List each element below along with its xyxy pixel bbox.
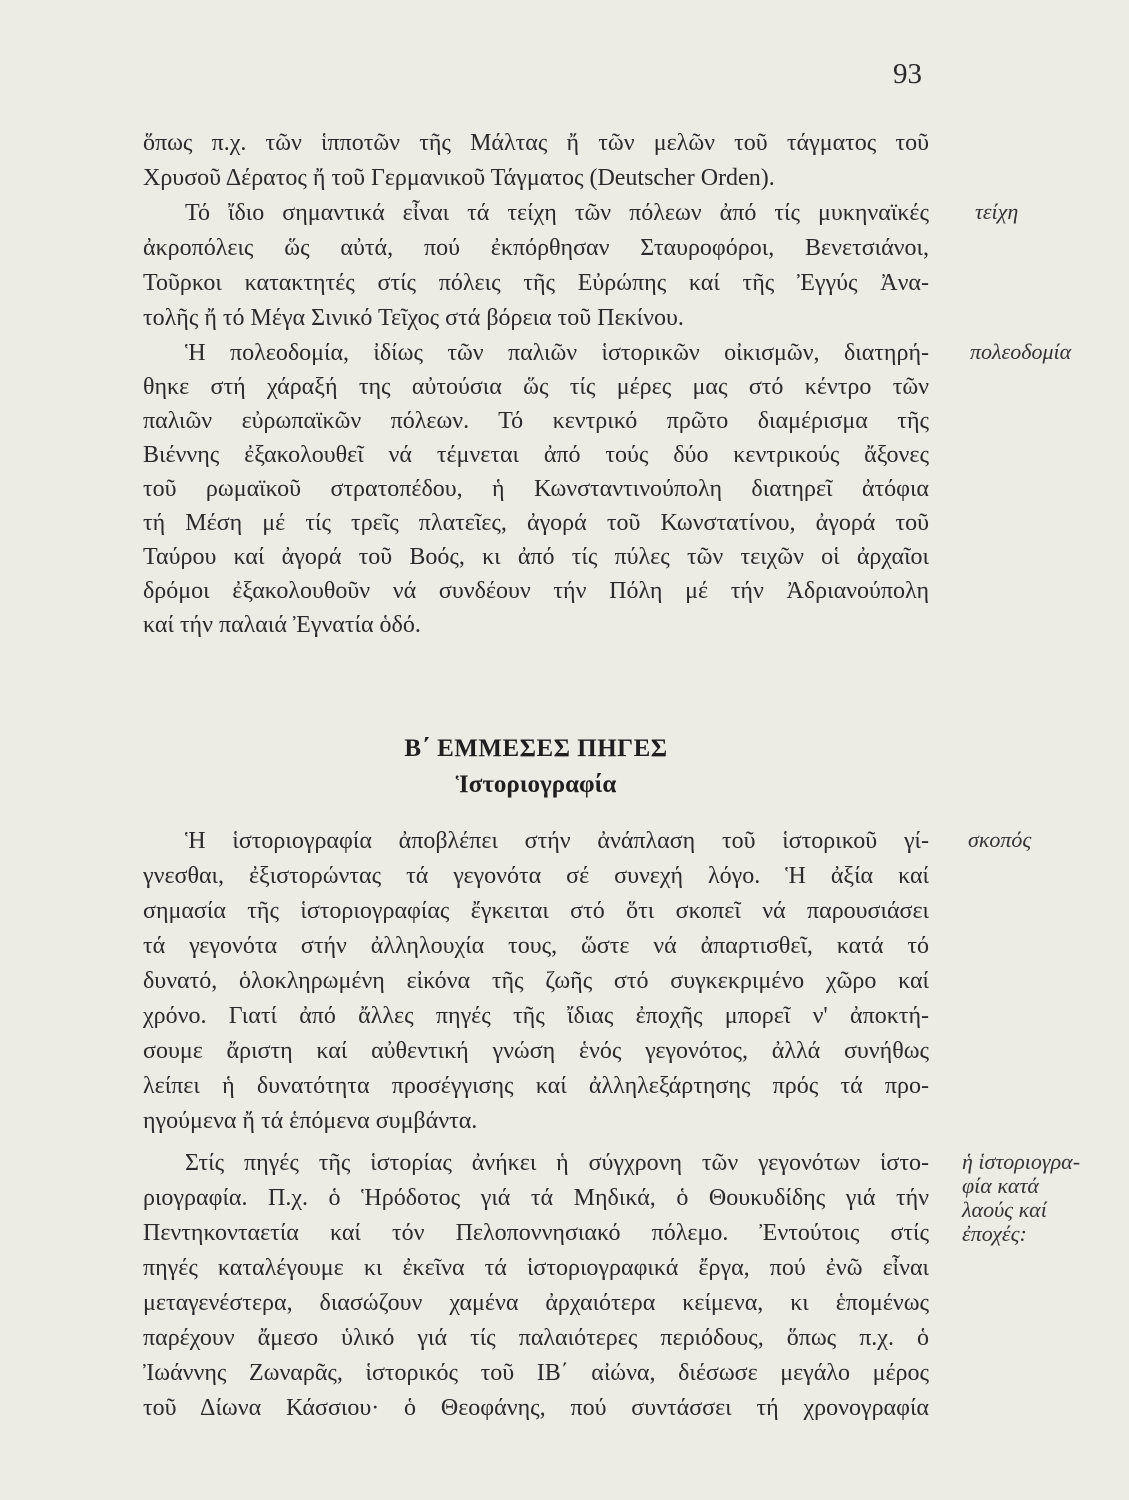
text-line: Ἡ ἱστοριογραφία ἀποβλέπει στήν ἀνάπλαση τοῦ ἱστορικοῦ γί- bbox=[185, 828, 929, 854]
text-line: Τοῦρκοι κατακτητές στίς πόλεις τῆς Εὐρώπης καί τῆς Ἐγγύς Ἀνα- bbox=[143, 270, 929, 296]
text-line: μεταγενέστερα, διασώζουν χαμένα ἀρχαιότερα κείμενα, κι ἑπομένως bbox=[143, 1290, 929, 1316]
section-subheading: Ἱστοριογραφία bbox=[455, 771, 617, 798]
text-line: Ἰωάννης Ζωναρᾶς, ἱστορικός τοῦ ΙΒ΄ αἰώνα, διέσωσε μεγάλο μέρος bbox=[143, 1360, 929, 1386]
text-line: σημασία τῆς ἱστοριογραφίας ἔγκειται στό ὅτι σκοπεῖ νά παρουσιάσει bbox=[143, 898, 929, 924]
margin-note-istoriografia bbox=[962, 1150, 1080, 1246]
text-line: ριογραφία. Π.χ. ὁ Ἡρόδοτος γιά τά Μηδικά, ὁ Θουκυδίδης γιά τήν bbox=[143, 1185, 929, 1211]
margin-note-line: ἐποχές: bbox=[962, 1221, 1027, 1246]
text-line: τή Μέση μέ τίς τρεῖς πλατεῖες, ἀγορά τοῦ Κωνστατίνου, ἀγορά τοῦ bbox=[143, 510, 929, 536]
text-line: Βιέννης ἐξακολουθεῖ νά τέμνεται ἀπό τούς δύο κεντρικούς ἄξονες bbox=[143, 442, 929, 468]
text-line: σουμε ἄριστη καί αὐθεντική γνώση ἑνός γεγονότος, ἀλλά συνήθως bbox=[143, 1038, 929, 1064]
text-line: Τό ἴδιο σημαντικά εἶναι τά τείχη τῶν πόλεων ἀπό τίς μυκηναϊκές bbox=[185, 200, 929, 226]
text-line: δυνατό, ὁλοκληρωμένη εἰκόνα τῆς ζωῆς στό συγκεκριμένο χῶρο καί bbox=[143, 968, 929, 994]
text-line: Πεντηκονταετία καί τόν Πελοποννησιακό πόλεμο. Ἐντούτοις στίς bbox=[143, 1220, 929, 1246]
text-line: τά γεγονότα στήν ἀλληλουχία τους, ὥστε νά ἀπαρτισθεῖ, κατά τό bbox=[143, 933, 929, 959]
text-line: Ταύρου καί ἀγορά τοῦ Βοός, κι ἀπό τίς πύλες τῶν τειχῶν οἱ ἀρχαῖοι bbox=[143, 544, 929, 570]
margin-note-skopos: σκοπός bbox=[968, 827, 1032, 852]
text-line: ηγούμενα ἤ τά ἑπόμενα συμβάντα. bbox=[143, 1108, 478, 1134]
text-line: πηγές καταλέγουμε κι ἐκεῖνα τά ἱστοριογραφικά ἔργα, πού ἐνῶ εἶναι bbox=[143, 1255, 929, 1281]
text-line: χρόνο. Γιατί ἀπό ἄλλες πηγές τῆς ἴδιας ἐποχῆς μπορεῖ ν' ἀποκτή- bbox=[143, 1003, 929, 1029]
text-line: γνεσθαι, ἐξιστορώντας τά γεγονότα σέ συνεχή λόγο. Ἡ ἀξία καί bbox=[143, 863, 929, 889]
text-line: παλιῶν εὐρωπαϊκῶν πόλεων. Τό κεντρικό πρῶτο διαμέρισμα τῆς bbox=[143, 408, 929, 434]
text-line: τολῆς ἤ τό Μέγα Σινικό Τεῖχος στά βόρεια τοῦ Πεκίνου. bbox=[143, 305, 684, 331]
page-number: 93 bbox=[893, 58, 922, 90]
text-line: τοῦ Δίωνα Κάσσιου· ὁ Θεοφάνης, πού συντάσσει τή χρονογραφία bbox=[143, 1395, 929, 1421]
section-heading: Β΄ ΕΜΜΕΣΕΣ ΠΗΓΕΣ bbox=[404, 735, 668, 762]
text-line: Στίς πηγές τῆς ἱστορίας ἀνήκει ἡ σύγχρονη τῶν γεγονότων ἱστο- bbox=[185, 1150, 929, 1176]
margin-note-line: λαούς καί bbox=[962, 1197, 1047, 1222]
text-line: ἀκροπόλεις ὥς αὐτά, πού ἐκπόρθησαν Σταυροφόροι, Βενετσιάνοι, bbox=[143, 235, 929, 261]
text-line: παρέχουν ἄμεσο ὑλικό γιά τίς παλαιότερες περιόδους, ὅπως π.χ. ὁ bbox=[143, 1325, 929, 1351]
text-line: τοῦ ρωμαϊκοῦ στρατοπέδου, ἡ Κωνσταντινούπολη διατηρεῖ ἀτόφια bbox=[143, 476, 929, 502]
margin-note-line: ἡ ἱστοριογρα- bbox=[962, 1149, 1081, 1174]
text-line: δρόμοι ἐξακολουθοῦν νά συνδέουν τήν Πόλη μέ τήν Ἀδριανούπολη bbox=[143, 578, 929, 604]
margin-note-teixi: τείχη bbox=[975, 199, 1019, 224]
margin-note-line: φία κατά bbox=[962, 1173, 1039, 1198]
text-line: Χρυσοῦ Δέρατος ἤ τοῦ Γερμανικοῦ Τάγματος (Deutscher Orden). bbox=[143, 165, 775, 191]
text-line: Ἡ πολεοδομία, ἰδίως τῶν παλιῶν ἱστορικῶν οἰκισμῶν, διατηρή- bbox=[185, 340, 929, 366]
text-line: καί τήν παλαιά Ἐγνατία ὁδό. bbox=[143, 612, 421, 638]
text-line: λείπει ἡ δυνατότητα προσέγγισης καί ἀλληλεξάρτησης πρός τά προ- bbox=[143, 1073, 929, 1099]
text-line: θηκε στή χάραξή της αὐτούσια ὥς τίς μέρες μας στό κέντρο τῶν bbox=[143, 374, 929, 400]
margin-note-poleodomia: πολεοδομία bbox=[970, 339, 1072, 364]
text-line: ὅπως π.χ. τῶν ἱπποτῶν τῆς Μάλτας ἤ τῶν μελῶν τοῦ τάγματος τοῦ bbox=[143, 130, 929, 156]
